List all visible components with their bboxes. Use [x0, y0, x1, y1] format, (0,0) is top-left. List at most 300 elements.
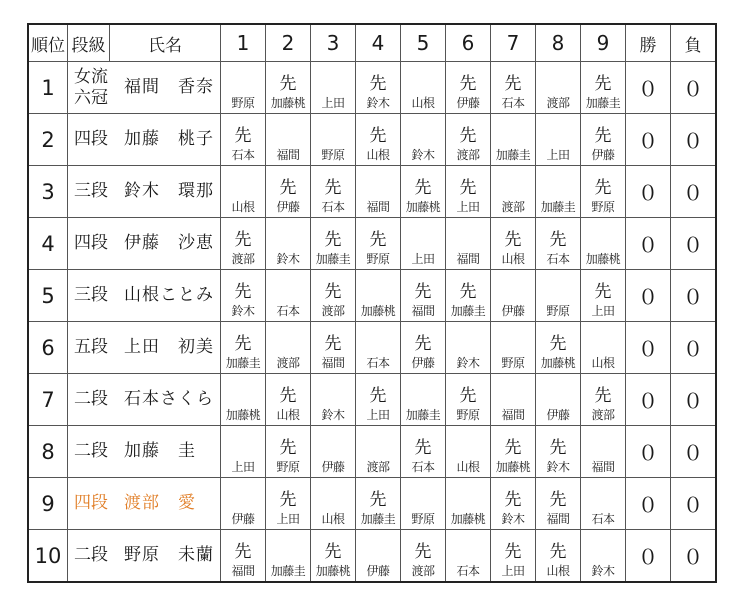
losses-cell: ０ [671, 166, 717, 218]
sente-mark [536, 281, 580, 303]
sente-mark [536, 385, 580, 407]
player-name: 石本さくら [124, 389, 214, 409]
sente-mark: 先 [369, 385, 387, 406]
losses-cell: ０ [671, 218, 717, 270]
game-cell [401, 322, 446, 374]
game-cell [266, 62, 311, 114]
opponent-name: 鈴木 [231, 303, 255, 318]
wins-cell: ０ [626, 478, 671, 530]
game-cell [581, 374, 626, 426]
header-losses: 負 [671, 24, 717, 62]
opponent-name: 上田 [366, 407, 390, 422]
header-dan: 段級 [68, 24, 110, 62]
game-cell [401, 530, 446, 583]
header-rank: 順位 [28, 24, 68, 62]
game-cell [266, 530, 311, 583]
player-cell [68, 426, 221, 478]
game-cell [356, 114, 401, 166]
game-cell [266, 322, 311, 374]
sente-mark: 先 [279, 177, 297, 198]
losses-cell: ０ [671, 62, 717, 114]
sente-mark: 先 [324, 333, 342, 354]
wins-cell: ０ [626, 530, 671, 583]
opponent-name: 野原 [501, 355, 525, 370]
game-cell [356, 62, 401, 114]
rank-cell: 9 [28, 478, 68, 530]
sente-mark: 先 [459, 281, 477, 302]
game-cell [536, 114, 581, 166]
opponent-name: 渡部 [276, 355, 300, 370]
opponent-name: 加藤圭 [315, 251, 351, 266]
sente-mark: 先 [594, 385, 612, 406]
game-cell [221, 62, 266, 114]
opponent-name: 伊藤 [366, 563, 390, 578]
sente-mark: 先 [324, 229, 342, 250]
opponent-name: 山根 [501, 251, 525, 266]
opponent-name: 石本 [276, 303, 300, 318]
sente-mark [536, 73, 580, 95]
game-cell [446, 62, 491, 114]
dan-rank: 五段 [74, 337, 108, 357]
sente-mark: 先 [279, 437, 297, 458]
player-cell [68, 62, 221, 114]
sente-mark: 先 [369, 489, 387, 510]
game-cell [356, 374, 401, 426]
sente-mark [401, 385, 445, 407]
header-round-4: 4 [356, 24, 401, 62]
game-cell [311, 374, 356, 426]
sente-mark [581, 489, 625, 511]
game-cell [221, 374, 266, 426]
game-cell [266, 270, 311, 322]
game-cell [221, 270, 266, 322]
sente-mark [221, 489, 265, 511]
sente-mark: 先 [234, 333, 252, 354]
opponent-name: 鈴木 [366, 95, 390, 110]
sente-mark [311, 385, 355, 407]
game-cell [581, 218, 626, 270]
opponent-name: 渡部 [546, 95, 570, 110]
game-cell [581, 62, 626, 114]
dan-rank: 四段 [74, 233, 108, 253]
wins-cell: ０ [626, 114, 671, 166]
opponent-name: 野原 [231, 95, 255, 110]
sente-mark [536, 125, 580, 147]
sente-mark [221, 177, 265, 199]
game-cell [401, 374, 446, 426]
opponent-name: 加藤圭 [585, 95, 621, 110]
opponent-name: 石本 [456, 563, 480, 578]
opponent-name: 加藤圭 [225, 355, 261, 370]
game-cell [581, 114, 626, 166]
game-cell [221, 478, 266, 530]
game-cell [581, 530, 626, 583]
opponent-name: 山根 [456, 459, 480, 474]
opponent-name: 上田 [276, 511, 300, 526]
game-cell [491, 166, 536, 218]
opponent-name: 福間 [411, 303, 435, 318]
sente-mark: 先 [459, 177, 477, 198]
opponent-name: 石本 [366, 355, 390, 370]
opponent-name: 上田 [321, 95, 345, 110]
wins-cell: ０ [626, 166, 671, 218]
rank-cell: 10 [28, 530, 68, 583]
opponent-name: 渡部 [231, 251, 255, 266]
game-cell [311, 478, 356, 530]
game-cell [446, 478, 491, 530]
game-cell [311, 62, 356, 114]
opponent-name: 加藤圭 [360, 511, 396, 526]
dan-rank: 二段 [74, 545, 108, 565]
game-cell [536, 62, 581, 114]
sente-mark: 先 [234, 125, 252, 146]
player-name: 鈴木 環那 [124, 181, 214, 201]
player-row [28, 114, 716, 166]
player-cell [68, 218, 221, 270]
opponent-name: 加藤桃 [585, 251, 621, 266]
rank-cell: 5 [28, 270, 68, 322]
opponent-name: 福間 [456, 251, 480, 266]
game-cell [491, 530, 536, 583]
opponent-name: 福間 [366, 199, 390, 214]
player-cell [68, 270, 221, 322]
rank-cell: 1 [28, 62, 68, 114]
sente-mark [311, 489, 355, 511]
opponent-name: 鈴木 [546, 459, 570, 474]
losses-cell: ０ [671, 322, 717, 374]
opponent-name: 福間 [546, 511, 570, 526]
player-name: 福間 香奈 [124, 77, 214, 97]
losses-cell: ０ [671, 374, 717, 426]
opponent-name: 渡部 [501, 199, 525, 214]
sente-mark: 先 [414, 281, 432, 302]
opponent-name: 野原 [321, 147, 345, 162]
title-line: 六冠 [74, 87, 108, 108]
game-cell [356, 530, 401, 583]
player-row [28, 478, 716, 530]
sente-mark [266, 333, 310, 355]
opponent-name: 加藤圭 [450, 303, 486, 318]
game-cell [221, 530, 266, 583]
opponent-name: 山根 [411, 95, 435, 110]
opponent-name: 石本 [411, 459, 435, 474]
sente-mark: 先 [549, 541, 567, 562]
opponent-name: 野原 [276, 459, 300, 474]
opponent-name: 渡部 [321, 303, 345, 318]
opponent-name: 石本 [501, 95, 525, 110]
opponent-name: 山根 [321, 511, 345, 526]
opponent-name: 加藤桃 [360, 303, 396, 318]
sente-mark [266, 229, 310, 251]
opponent-name: 福間 [276, 147, 300, 162]
sente-mark [581, 229, 625, 251]
header-round-1: 1 [221, 24, 266, 62]
game-cell [221, 322, 266, 374]
game-cell [581, 322, 626, 374]
sente-mark [266, 281, 310, 303]
sente-mark: 先 [504, 73, 522, 94]
game-cell [266, 218, 311, 270]
header-name: 氏名 [110, 24, 221, 62]
sente-mark [401, 229, 445, 251]
sente-mark: 先 [414, 333, 432, 354]
header-wins: 勝 [626, 24, 671, 62]
opponent-name: 加藤圭 [270, 563, 306, 578]
sente-mark: 先 [279, 489, 297, 510]
sente-mark [311, 73, 355, 95]
sente-mark: 先 [594, 281, 612, 302]
opponent-name: 渡部 [366, 459, 390, 474]
sente-mark: 先 [234, 541, 252, 562]
game-cell [311, 322, 356, 374]
player-row [28, 426, 716, 478]
game-cell [356, 166, 401, 218]
rank-cell: 6 [28, 322, 68, 374]
player-name: 伊藤 沙恵 [124, 233, 214, 253]
sente-mark [221, 437, 265, 459]
sente-mark: 先 [459, 385, 477, 406]
game-cell [311, 270, 356, 322]
sente-mark [221, 73, 265, 95]
sente-mark: 先 [459, 73, 477, 94]
sente-mark [491, 177, 535, 199]
opponent-name: 上田 [546, 147, 570, 162]
game-cell [491, 478, 536, 530]
opponent-name: 伊藤 [501, 303, 525, 318]
player-row [28, 218, 716, 270]
opponent-name: 伊藤 [591, 147, 615, 162]
sente-mark: 先 [504, 489, 522, 510]
player-cell [68, 478, 221, 530]
game-cell [221, 426, 266, 478]
dan-rank: 二段 [74, 389, 108, 409]
sente-mark: 先 [504, 229, 522, 250]
game-cell [536, 530, 581, 583]
opponent-name: 鈴木 [321, 407, 345, 422]
header-round-9: 9 [581, 24, 626, 62]
rank-cell: 7 [28, 374, 68, 426]
opponent-name: 山根 [591, 355, 615, 370]
sente-mark: 先 [324, 281, 342, 302]
opponent-name: 野原 [591, 199, 615, 214]
opponent-name: 伊藤 [321, 459, 345, 474]
sente-mark [491, 385, 535, 407]
opponent-name: 加藤桃 [540, 355, 576, 370]
opponent-name: 福間 [321, 355, 345, 370]
player-row [28, 322, 716, 374]
player-name: 上田 初美 [124, 337, 214, 357]
sente-mark [581, 333, 625, 355]
opponent-name: 加藤桃 [225, 407, 261, 422]
opponent-name: 上田 [501, 563, 525, 578]
game-cell [536, 426, 581, 478]
opponent-name: 加藤桃 [495, 459, 531, 474]
opponent-name: 伊藤 [546, 407, 570, 422]
game-cell [311, 218, 356, 270]
opponent-name: 山根 [231, 199, 255, 214]
game-cell [356, 426, 401, 478]
game-cell [491, 374, 536, 426]
wins-cell: ０ [626, 426, 671, 478]
wins-cell: ０ [626, 218, 671, 270]
sente-mark [446, 333, 490, 355]
title-line: 女流 [74, 66, 108, 87]
game-cell [536, 218, 581, 270]
sente-mark: 先 [234, 229, 252, 250]
game-cell [491, 114, 536, 166]
game-cell [311, 166, 356, 218]
player-name: 渡部 愛 [124, 493, 196, 513]
game-cell [266, 426, 311, 478]
opponent-name: 鈴木 [591, 563, 615, 578]
game-cell [446, 270, 491, 322]
sente-mark [221, 385, 265, 407]
sente-mark: 先 [549, 229, 567, 250]
game-cell [536, 374, 581, 426]
opponent-name: 伊藤 [276, 199, 300, 214]
opponent-name: 石本 [546, 251, 570, 266]
losses-cell: ０ [671, 270, 717, 322]
opponent-name: 鈴木 [411, 147, 435, 162]
opponent-name: 石本 [591, 511, 615, 526]
game-cell [581, 426, 626, 478]
opponent-name: 山根 [366, 147, 390, 162]
game-cell [536, 322, 581, 374]
opponent-name: 加藤圭 [495, 147, 531, 162]
dan-rank: 三段 [74, 181, 108, 201]
game-cell [401, 270, 446, 322]
sente-mark: 先 [324, 541, 342, 562]
sente-mark [491, 125, 535, 147]
dan-rank: 四段 [74, 129, 108, 149]
header-round-2: 2 [266, 24, 311, 62]
sente-mark: 先 [279, 73, 297, 94]
opponent-name: 渡部 [411, 563, 435, 578]
sente-mark [266, 541, 310, 563]
game-cell [446, 426, 491, 478]
sente-mark: 先 [414, 437, 432, 458]
game-cell [356, 270, 401, 322]
sente-mark [491, 333, 535, 355]
game-cell [311, 426, 356, 478]
sente-mark: 先 [504, 437, 522, 458]
game-cell [356, 218, 401, 270]
opponent-name: 鈴木 [501, 511, 525, 526]
game-cell [401, 478, 446, 530]
sente-mark: 先 [549, 437, 567, 458]
game-cell [266, 374, 311, 426]
player-row [28, 166, 716, 218]
sente-mark: 先 [549, 489, 567, 510]
opponent-name: 伊藤 [456, 95, 480, 110]
sente-mark [401, 73, 445, 95]
player-row [28, 530, 716, 583]
game-cell [581, 166, 626, 218]
game-cell [581, 478, 626, 530]
opponent-name: 上田 [456, 199, 480, 214]
sente-mark [446, 229, 490, 251]
game-cell [266, 166, 311, 218]
opponent-name: 野原 [366, 251, 390, 266]
opponent-name: 鈴木 [456, 355, 480, 370]
game-cell [221, 166, 266, 218]
opponent-name: 福間 [231, 563, 255, 578]
player-row [28, 374, 716, 426]
player-row [28, 270, 716, 322]
opponent-name: 加藤圭 [405, 407, 441, 422]
wins-cell: ０ [626, 322, 671, 374]
wins-cell: ０ [626, 374, 671, 426]
sente-mark [536, 177, 580, 199]
opponent-name: 加藤桃 [405, 199, 441, 214]
header-row [28, 24, 716, 62]
dan-rank: 二段 [74, 441, 108, 461]
opponent-name: 石本 [321, 199, 345, 214]
wins-cell: ０ [626, 270, 671, 322]
game-cell [536, 270, 581, 322]
sente-mark: 先 [594, 177, 612, 198]
opponent-name: 石本 [231, 147, 255, 162]
opponent-name: 伊藤 [411, 355, 435, 370]
game-cell [221, 114, 266, 166]
sente-mark [356, 437, 400, 459]
game-cell [446, 322, 491, 374]
rank-cell: 3 [28, 166, 68, 218]
sente-mark [581, 541, 625, 563]
opponent-name: 野原 [456, 407, 480, 422]
game-cell [491, 218, 536, 270]
rank-cell: 8 [28, 426, 68, 478]
opponent-name: 福間 [501, 407, 525, 422]
sente-mark [446, 489, 490, 511]
opponent-name: 山根 [546, 563, 570, 578]
game-cell [491, 322, 536, 374]
player-cell [68, 374, 221, 426]
sente-mark [356, 333, 400, 355]
game-cell [491, 62, 536, 114]
header-round-7: 7 [491, 24, 536, 62]
opponent-name: 上田 [591, 303, 615, 318]
game-cell [311, 530, 356, 583]
rank-cell: 2 [28, 114, 68, 166]
opponent-name: 加藤圭 [540, 199, 576, 214]
game-cell [491, 270, 536, 322]
opponent-name: 上田 [411, 251, 435, 266]
dan-rank: 四段 [74, 493, 108, 513]
header-round-3: 3 [311, 24, 356, 62]
game-cell [536, 166, 581, 218]
player-row [28, 62, 716, 114]
opponent-name: 野原 [546, 303, 570, 318]
game-cell [266, 114, 311, 166]
losses-cell: ０ [671, 478, 717, 530]
sente-mark: 先 [594, 125, 612, 146]
sente-mark [311, 437, 355, 459]
header-round-8: 8 [536, 24, 581, 62]
game-cell [401, 114, 446, 166]
sente-mark: 先 [234, 281, 252, 302]
game-cell [446, 218, 491, 270]
wins-cell: ０ [626, 62, 671, 114]
opponent-name: 加藤桃 [270, 95, 306, 110]
sente-mark: 先 [369, 229, 387, 250]
player-cell [68, 530, 221, 583]
game-cell [536, 478, 581, 530]
sente-mark: 先 [459, 125, 477, 146]
sente-mark: 先 [414, 541, 432, 562]
sente-mark [491, 281, 535, 303]
sente-mark: 先 [369, 73, 387, 94]
